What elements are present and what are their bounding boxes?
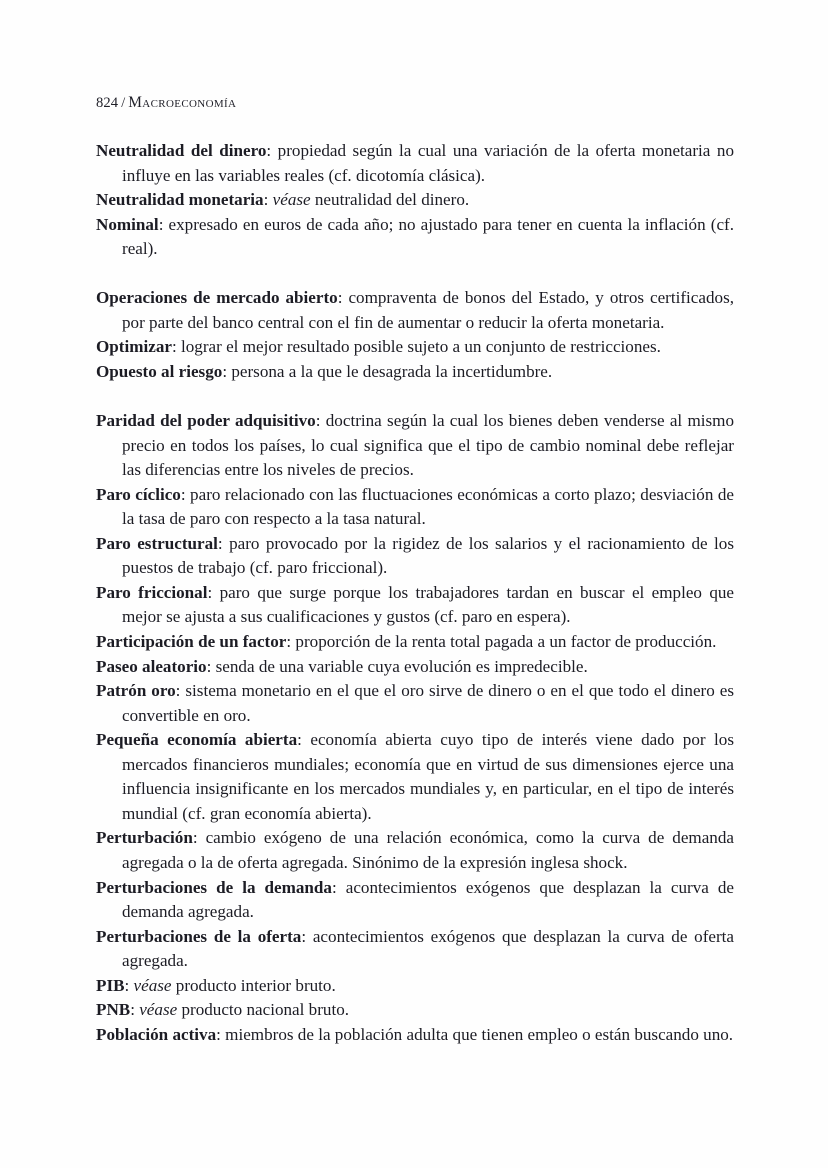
glossary-definition: producto interior bruto.: [171, 975, 336, 995]
glossary-term-separator: :: [286, 632, 292, 652]
running-head: [96, 94, 236, 112]
glossary-term: Nominal: [96, 214, 159, 234]
glossary-term: Participación de un factor: [96, 632, 287, 652]
glossary-term-separator: :: [180, 484, 186, 504]
glossary-entry: [96, 213, 734, 262]
glossary-entry: [96, 876, 734, 925]
glossary-letter-group: [96, 139, 734, 262]
glossary-term: Neutralidad del dinero: [96, 141, 267, 160]
glossary-term-separator: :: [130, 1000, 135, 1020]
glossary-term-separator: :: [315, 411, 321, 431]
glossary-definition: acontecimientos exógenos que desplazan la curva de oferta agregada.: [122, 926, 735, 971]
glossary-entry: [96, 409, 734, 483]
glossary-term: PNB: [96, 1000, 131, 1020]
glossary-term: Optimizar: [96, 337, 172, 357]
glossary-body: [96, 139, 734, 1047]
glossary-term-separator: :: [175, 681, 181, 701]
glossary-term-separator: :: [217, 533, 223, 553]
glossary-definition: compraventa de bonos del Estado, y otros certificados, por parte del banco central con el fin de aumentar o reducir la oferta monetaria.: [122, 288, 734, 332]
glossary-entry: [96, 188, 734, 213]
glossary-term-separator: :: [124, 975, 130, 995]
glossary-definition: senda de una variable cuya evolución es impredecible.: [211, 656, 588, 676]
glossary-term: Paro friccional: [96, 582, 208, 602]
glossary-term: PIB: [96, 975, 125, 995]
glossary-term-separator: :: [297, 730, 302, 750]
glossary-definition: economía abierta cuyo tipo de interés viene dado por los mercados financieros mundiales; economía que en virtud de sus dimensiones ejerce una influencia insignificante en los mercados mundiales y, en particular, en el tipo de interés mundial (cf. gran economía abierta).: [122, 730, 734, 823]
glossary-entry: [96, 483, 734, 532]
glossary-definition: paro provocado por la rigidez de los salarios y el racionamiento de los puestos de trabajo (cf. paro friccional).: [122, 533, 734, 578]
glossary-definition: acontecimientos exógenos que desplazan la curva de demanda agregada.: [122, 877, 734, 922]
glossary-definition: sistema monetario en el que el oro sirve de dinero o en el que todo el dinero es convertible en oro.: [122, 681, 735, 725]
glossary-term-separator: :: [301, 926, 307, 946]
glossary-entry: [96, 532, 734, 581]
glossary-entry: [96, 974, 734, 999]
page-folio: 824: [96, 95, 119, 111]
glossary-entry: [96, 139, 734, 188]
glossary-term-separator: :: [207, 582, 213, 602]
glossary-term: Población activa: [96, 1024, 217, 1044]
glossary-term: Perturbación: [96, 828, 193, 848]
glossary-definition: producto nacional bruto.: [177, 1000, 350, 1020]
glossary-see-also: véase: [139, 1000, 178, 1020]
glossary-term: Opuesto al riesgo: [96, 361, 223, 381]
glossary-entry: [96, 679, 734, 728]
glossary-term: Paseo aleatorio: [96, 656, 207, 676]
glossary-see-also: véase: [133, 975, 172, 995]
glossary-term-separator: :: [192, 828, 198, 848]
glossary-term-separator: :: [266, 141, 272, 160]
glossary-term-separator: :: [171, 337, 177, 357]
glossary-definition: neutralidad del dinero.: [310, 190, 470, 210]
glossary-entry: [96, 286, 734, 335]
glossary-entry: [96, 728, 734, 826]
glossary-entry: [96, 655, 734, 680]
glossary-term: Paro cíclico: [96, 484, 181, 504]
glossary-term: Operaciones de mercado abierto: [96, 288, 338, 308]
glossary-term: Neutralidad monetaria: [96, 190, 264, 210]
glossary-definition: persona a la que le desagrada la incertidumbre.: [227, 361, 553, 381]
glossary-entry: [96, 360, 734, 385]
glossary-term-separator: :: [222, 361, 228, 381]
glossary-entry: [96, 581, 734, 630]
glossary-definition: miembros de la población adulta que tienen empleo o están buscando uno.: [220, 1024, 734, 1044]
glossary-definition: doctrina según la cual los bienes deben venderse al mismo precio en todos los países, lo cual significa que el tipo de cambio nominal debe reflejar las diferencias entre los niveles de precios.: [122, 411, 734, 480]
glossary-definition: cambio exógeno de una relación económica, como la curva de demanda agregada o la de oferta agregada. Sinónimo de la expresión inglesa shock.: [122, 828, 734, 872]
glossary-see-also: véase: [272, 190, 311, 210]
glossary-entry: [96, 335, 734, 360]
glossary-term: Perturbaciones de la demanda: [96, 877, 332, 897]
book-title: Macroeconomía: [128, 94, 237, 111]
glossary-term-separator: :: [216, 1024, 221, 1044]
glossary-term-separator: :: [158, 214, 164, 234]
glossary-term: Patrón oro: [96, 681, 176, 701]
glossary-entry: [96, 1023, 734, 1048]
glossary-letter-group: [96, 409, 734, 1047]
glossary-entry: [96, 826, 734, 875]
glossary-term: Pequeña economía abierta: [96, 730, 298, 750]
glossary-term: Perturbaciones de la oferta: [96, 926, 302, 946]
glossary-term-separator: :: [206, 656, 212, 676]
glossary-term-separator: :: [337, 288, 343, 308]
glossary-definition: lograr el mejor resultado posible sujeto a un conjunto de restricciones.: [176, 337, 661, 357]
glossary-definition: paro relacionado con las fluctuaciones económicas a corto plazo; desviación de la tasa de paro con respecto a la tasa natural.: [122, 484, 734, 529]
glossary-term: Paridad del poder adquisitivo: [96, 411, 316, 431]
running-head-separator: /: [121, 95, 126, 111]
glossary-entry: [96, 998, 734, 1023]
glossary-definition: propiedad según la cual una variación de la oferta monetaria no influye en las variables reales (cf. dicotomía clásica).: [122, 141, 735, 185]
glossary-letter-group: [96, 286, 734, 384]
glossary-definition: proporción de la renta total pagada a un factor de producción.: [291, 632, 717, 652]
glossary-definition: paro que surge porque los trabajadores tardan en buscar el empleo que mejor se ajusta a sus cualificaciones y gustos (cf. paro en espera).: [122, 582, 735, 627]
glossary-entry: [96, 630, 734, 655]
glossary-term-separator: :: [331, 877, 337, 897]
glossary-definition: expresado en euros de cada año; no ajustado para tener en cuenta la inflación (cf. real).: [122, 214, 734, 259]
glossary-term-separator: :: [263, 190, 269, 210]
glossary-term: Paro estructural: [96, 533, 218, 553]
glossary-entry: [96, 925, 734, 974]
